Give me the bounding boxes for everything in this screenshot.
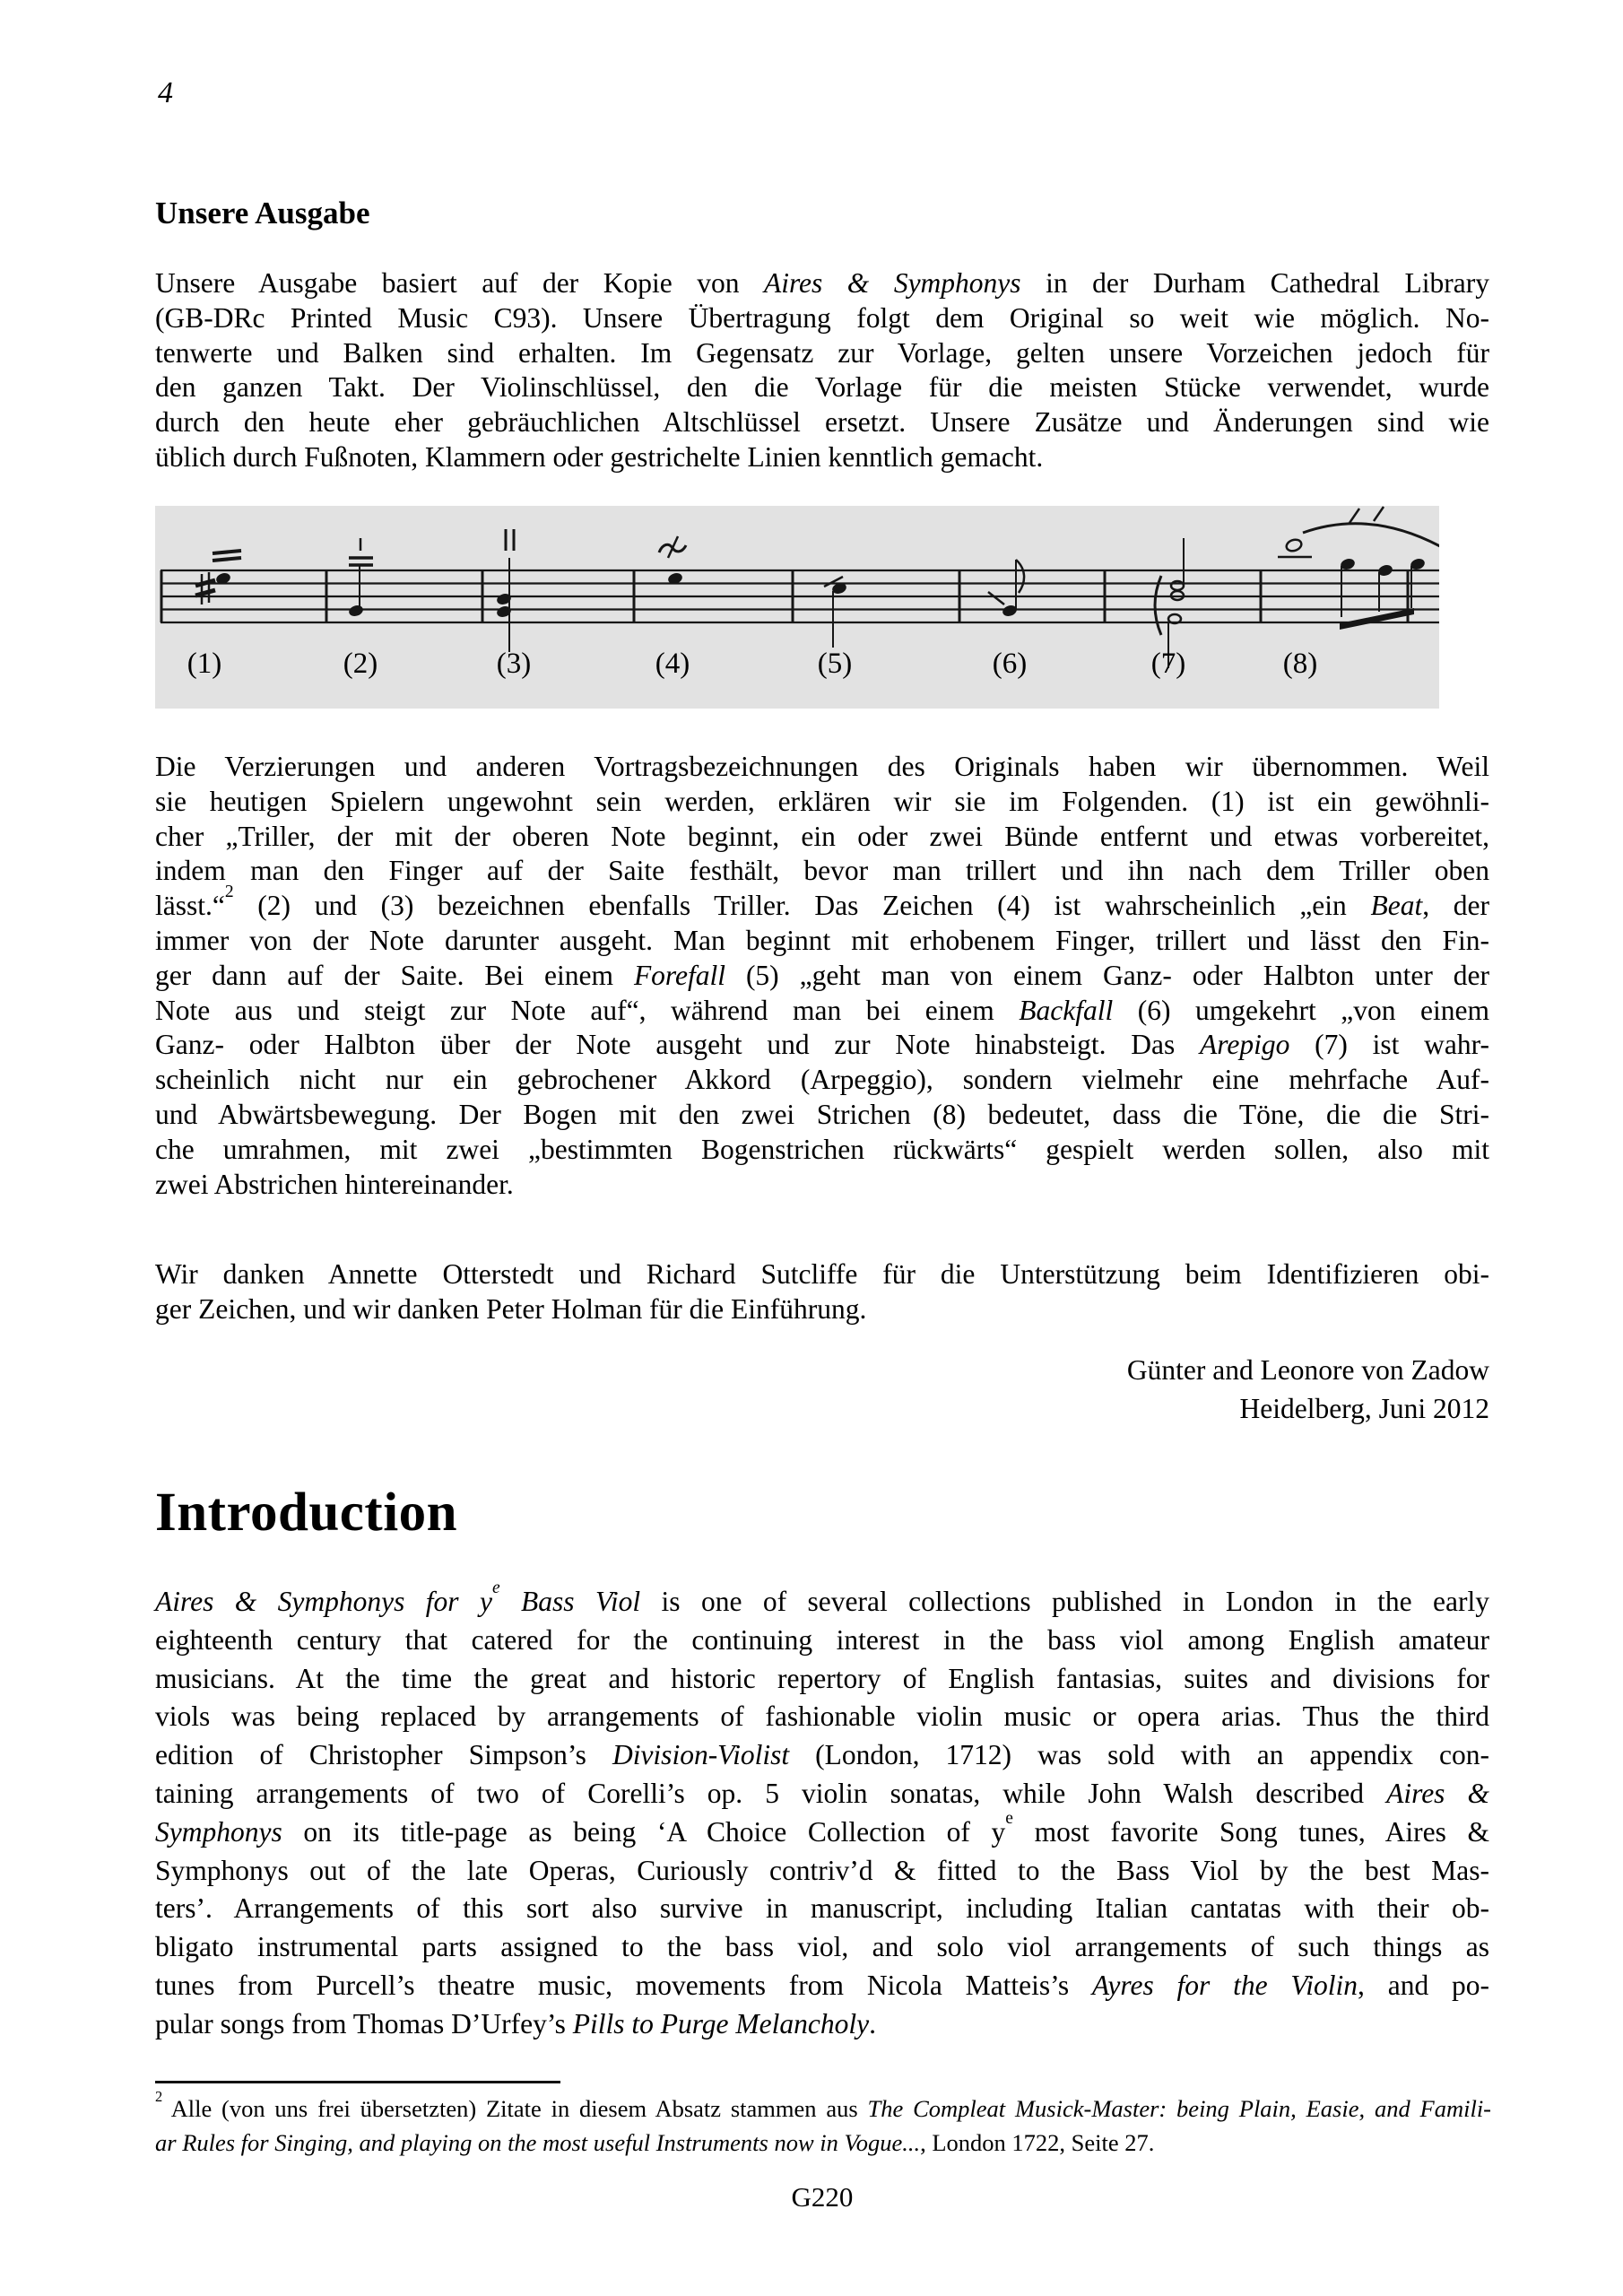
- text-line: Symphonys on its title-page as being ‘A Choice Collection of $y^e$ most favorite Song tunes, Aires &: [155, 1808, 1489, 1848]
- text-line: ger dann auf der Saite. Bei einem Forefall (5) „geht man von einem Ganz- oder Halbton unter der: [155, 959, 1489, 991]
- music-example-label: (8): [1282, 648, 1318, 680]
- music-example-label: (6): [992, 648, 1028, 680]
- text-line: Wir danken Annette Otterstedt und Richard Sutcliffe für die Unterstützung beim Identifizieren obi-: [155, 1258, 1489, 1290]
- section-heading-unsere-ausgabe: Unsere Ausgabe: [155, 196, 370, 230]
- text-line: Note aus und steigt zur Note auf“, während man bei einem Backfall (6) umgekehrt „von einem: [155, 994, 1489, 1026]
- text-line: musicians. At the time the great and historic repertory of English fantasias, suites and divisions for: [155, 1662, 1489, 1694]
- page-number: 4: [158, 76, 173, 109]
- music-example-label: (3): [496, 648, 532, 680]
- text-line: Ganz- oder Halbton über der Note ausgeht und zur Note hinabsteigt. Das Arepigo (7) ist wahr-: [155, 1029, 1489, 1061]
- text-line: und Abwärtsbewegung. Der Bogen mit den zwei Strichen (8) bedeutet, dass die Töne, die die Stri-: [155, 1098, 1489, 1130]
- footnote-separator: [155, 2081, 560, 2083]
- text-line: Aires & Symphonys for $y^e$ Bass Viol is one of several collections published in London in the early: [155, 1578, 1489, 1617]
- paragraph-ornament-explanation: [155, 750, 1489, 1202]
- text-line: tenwerte und Balken sind erhalten. Im Gegensatz zur Vorlage, gelten unsere Vorzeichen jedoch für: [155, 336, 1489, 369]
- text-line: den ganzen Takt. Der Violinschlüssel, den die Vorlage für die meisten Stücke verwendet, wurde: [155, 371, 1489, 404]
- plate-number: G220: [791, 2181, 854, 2213]
- text-line: eighteenth century that catered for the continuing interest in the bass viol among English amateur: [155, 1623, 1489, 1656]
- text-line: zwei Abstrichen hintereinander.: [155, 1168, 514, 1200]
- section-heading-introduction: Introduction: [155, 1483, 458, 1543]
- signature-block: [155, 1351, 1489, 1428]
- paragraph-unsere-ausgabe: [155, 266, 1489, 475]
- text-line: (GB-DRc Printed Music C93). Unsere Übertragung folgt dem Original so weit wie möglich. No-: [155, 301, 1489, 334]
- text-line: ar Rules for Singing, and playing on the most useful Instruments now in Vogue..., London 1722, Seite 27.: [155, 2129, 1155, 2156]
- text-line: $^2$ Alle (von uns frei übersetzten) Zitate in diesem Absatz stammen aus The Compleat Musick-Master: being Plain, Easie, and Famili-: [155, 2087, 1492, 2122]
- text-line: bligato instrumental parts assigned to the bass viol, and solo viol arrangements of such things as: [155, 1931, 1489, 1963]
- text-line: viols was being replaced by arrangements of fashionable violin music or opera arias. Thus the third: [155, 1700, 1489, 1733]
- text-line: üblich durch Fußnoten, Klammern oder gestrichelte Linien kenntlich gemacht.: [155, 440, 1044, 473]
- text-line: ters’. Arrangements of this sort also survive in manuscript, including Italian cantatas with their ob-: [155, 1892, 1489, 1925]
- text-line: Symphonys out of the late Operas, Curiously contriv’d & fitted to the Bass Viol by the best Mas-: [155, 1854, 1489, 1886]
- text-line: durch den heute eher gebräuchlichen Altschlüssel ersetzt. Unsere Zusätze und Änderungen sind wie: [155, 406, 1489, 439]
- signature-place-date: Heidelberg, Juni 2012: [1239, 1393, 1489, 1424]
- paragraph-introduction: [155, 1578, 1490, 2044]
- text-line: che umrahmen, mit zwei „bestimmten Bogenstrichen rückwärts“ gespielt werden sollen, also mit: [155, 1133, 1489, 1165]
- text-line: Unsere Ausgabe basiert auf der Kopie von Aires & Symphonys in der Durham Cathedral Library: [155, 267, 1490, 299]
- text-line: taining arrangements of two of Corelli’s op. 5 violin sonatas, while John Walsh described Aires &: [155, 1777, 1489, 1809]
- text-line: edition of Christopher Simpson’s Division-Violist (London, 1712) was sold with an appendix con-: [155, 1739, 1490, 1771]
- music-example-label: (5): [817, 648, 853, 680]
- music-example-box: [155, 506, 1439, 709]
- text-line: cher „Triller, der mit der oberen Note beginnt, ein oder zwei Bünde entfernt und etwas vorbereitet,: [155, 820, 1489, 852]
- text-line: indem man den Finger auf der Saite festhält, bevor man trillert und ihn nach dem Triller oben: [155, 855, 1489, 887]
- text-line: ger Zeichen, und wir danken Peter Holman für die Einführung.: [155, 1292, 867, 1325]
- text-line: Die Verzierungen und anderen Vortragsbezeichnungen des Originals haben wir übernommen. Weil: [155, 751, 1489, 782]
- paragraph-acknowledgements: [155, 1257, 1489, 1327]
- text-line: scheinlich nicht nur ein gebrochener Akkord (Arpeggio), sondern vielmehr eine mehrfache Auf-: [155, 1064, 1489, 1096]
- text-line: immer von der Note darunter ausgeht. Man beginnt mit erhobenem Finger, trillert und lässt den Fin-: [155, 924, 1489, 956]
- text-line: lässt.“$^2$ (2) und (3) bezeichnen ebenfalls Triller. Das Zeichen (4) ist wahrscheinlich „ein Beat, der: [155, 882, 1489, 922]
- text-line: sie heutigen Spielern ungewohnt sein werden, erklären wir sie im Folgenden. (1) ist ein gewöhnli-: [155, 785, 1489, 817]
- text-line: tunes from Purcell’s theatre music, movements from Nicola Matteis’s Ayres for the Violin, and po-: [155, 1969, 1489, 2001]
- signature-names: Günter and Leonore von Zadow: [1126, 1354, 1489, 1386]
- music-example-label: (7): [1150, 648, 1186, 680]
- music-example-label: (2): [343, 648, 378, 680]
- music-example-label: (1): [187, 648, 222, 680]
- text-line: pular songs from Thomas D’Urfey’s Pills to Purge Melancholy.: [155, 2007, 876, 2039]
- footnote: [155, 2087, 1492, 2160]
- music-example-label: (4): [655, 648, 690, 680]
